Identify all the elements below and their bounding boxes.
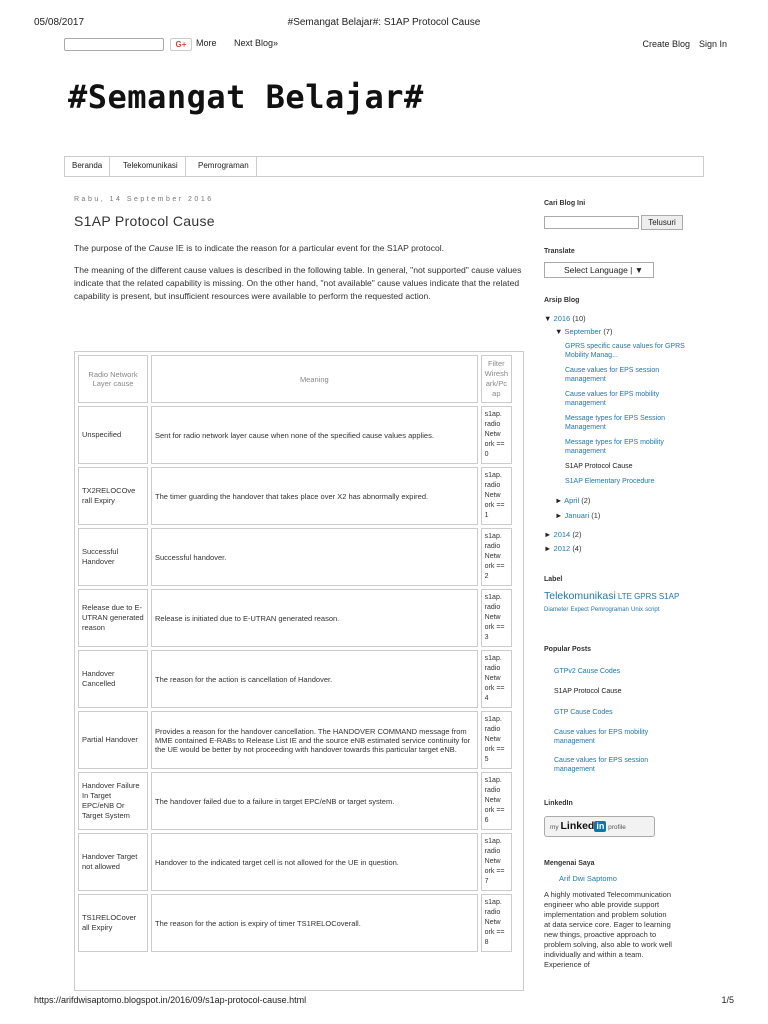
tab-beranda[interactable]: Beranda: [65, 157, 110, 176]
search-button[interactable]: Telusuri: [641, 215, 683, 230]
triangle-down-icon[interactable]: ▼: [555, 327, 563, 336]
archive-count: (4): [572, 544, 582, 553]
label-s1ap[interactable]: S1AP: [658, 592, 680, 601]
cause-cell: Handover Failure In Target EPC/eNB Or Target System: [78, 772, 148, 830]
filter-cell: s1ap. radio Netw ork == 7: [481, 833, 512, 891]
create-blog-link[interactable]: Create Blog: [642, 39, 690, 49]
header-filter: Filter Wiresh ark/Pc ap: [481, 355, 512, 403]
translate-title: Translate: [544, 248, 575, 255]
archive-year-label[interactable]: 2016: [553, 314, 571, 323]
label-cloud: [544, 590, 694, 616]
label-expect[interactable]: Expect: [570, 607, 589, 613]
popular-post-link[interactable]: GTPv2 Cause Codes: [554, 668, 621, 675]
label-title: Label: [544, 576, 563, 583]
archive-year-2012[interactable]: [544, 544, 581, 553]
popular-post-link[interactable]: GTP Cause Codes: [554, 709, 613, 716]
table-row: [78, 711, 512, 769]
table-row: [78, 528, 512, 586]
archive-month-april[interactable]: [555, 496, 590, 505]
archive-post-link[interactable]: Message types for EPS Session Management: [565, 415, 665, 431]
archive-count: (2): [581, 496, 591, 505]
cause-table-grid: [75, 352, 515, 955]
archive-month-label[interactable]: Januari: [564, 511, 590, 520]
popular-post-link[interactable]: Cause values for EPS session management: [554, 757, 649, 773]
label-unix[interactable]: Unix: [630, 607, 643, 613]
post-title[interactable]: S1AP Protocol Cause: [74, 213, 215, 229]
filter-cell: s1ap. radio Netw ork == 6: [481, 772, 512, 830]
cause-cell: Release due to E-UTRAN generated reason: [78, 589, 148, 647]
linkedin-word: Linked: [560, 820, 595, 832]
post-intro: [74, 242, 524, 255]
label-script[interactable]: script: [645, 607, 660, 613]
cause-cell: Handover Cancelled: [78, 650, 148, 708]
blog-title[interactable]: #Semangat Belajar#: [68, 78, 424, 116]
table-row: [78, 650, 512, 708]
table-header-row: [78, 355, 512, 403]
archive-post-link[interactable]: Cause values for EPS session management: [565, 367, 660, 383]
cause-cell: TS1RELOCover all Expiry: [78, 894, 148, 952]
label-telekomunikasi[interactable]: Telekomunikasi: [544, 590, 616, 602]
search-widget-title: Cari Blog Ini: [544, 200, 586, 207]
filter-cell: s1ap. radio Netw ork == 1: [481, 467, 512, 525]
tab-telekomunikasi[interactable]: Telekomunikasi: [116, 157, 186, 176]
filter-cell: s1ap. radio Netw ork == 8: [481, 894, 512, 952]
cause-cell: Handover Target not allowed: [78, 833, 148, 891]
label-pemrograman[interactable]: Pemrograman: [590, 607, 629, 613]
sign-in-link[interactable]: Sign In: [698, 39, 727, 49]
page-number: 1/5: [721, 995, 734, 1005]
post-date: Rabu, 14 September 2016: [74, 196, 214, 203]
navbar-search-input[interactable]: [64, 38, 164, 51]
archive-year-label[interactable]: 2012: [553, 544, 571, 553]
archive-title: Arsip Blog: [544, 297, 580, 304]
archive-month-september[interactable]: [555, 327, 612, 336]
cause-table: [74, 351, 524, 991]
label-diameter[interactable]: Diameter: [544, 607, 569, 613]
table-row: [78, 589, 512, 647]
post-intro-part2: IE is to indicate the reason for a particular event for the S1AP protocol.: [173, 243, 445, 253]
page-tabs: [64, 156, 704, 177]
linkedin-my: my: [550, 824, 559, 831]
archive-year-2014[interactable]: [544, 530, 581, 539]
archive-post-link[interactable]: Cause values for EPS mobility management: [565, 391, 660, 407]
popular-posts-title: Popular Posts: [544, 646, 592, 653]
table-row: [78, 467, 512, 525]
author-name-link[interactable]: Arif Dwi Saptomo: [559, 874, 617, 883]
table-row: [78, 772, 512, 830]
filter-cell: s1ap. radio Netw ork == 3: [481, 589, 512, 647]
meaning-cell: Release is initiated due to E-UTRAN generated reason.: [151, 589, 478, 647]
meaning-cell: The reason for the action is expiry of timer TS1RELOCoverall.: [151, 894, 478, 952]
print-footer: [34, 995, 734, 1009]
meaning-cell: Sent for radio network layer cause when none of the specified cause values applies.: [151, 406, 478, 464]
print-header: [34, 17, 734, 31]
filter-cell: s1ap. radio Netw ork == 2: [481, 528, 512, 586]
cause-cell: Unspecified: [78, 406, 148, 464]
triangle-down-icon[interactable]: ▼: [544, 314, 552, 323]
more-link[interactable]: More: [196, 38, 217, 48]
post-paragraph: The meaning of the different cause values is described in the following table. In general, "not supported" cause values indicate that the related capability is missing. On the other hand, "not available" cause values indicate that the related capability is present, but insufficient resources were available to perform the requested action.: [74, 265, 522, 301]
about-text: A highly motivated Telecommunication engineer who able provide support implementation and problem solution at data service core. Eager to learning new things, proactive approach to problem solving, also able to work well individually and within a team. Experience of: [544, 890, 672, 969]
cause-cell: TX2RELOCOve rall Expiry: [78, 467, 148, 525]
popular-post-link[interactable]: S1AP Protocol Cause: [554, 688, 622, 695]
archive-post-link[interactable]: S1AP Elementary Procedure: [565, 478, 655, 485]
archive-post-current: S1AP Protocol Cause: [565, 463, 633, 470]
filter-cell: s1ap. radio Netw ork == 0: [481, 406, 512, 464]
language-select[interactable]: Select Language | ▼: [544, 262, 654, 278]
table-row: [78, 894, 512, 952]
post: [74, 196, 524, 303]
archive-count: (1): [591, 511, 601, 520]
archive-month-januari[interactable]: [555, 511, 600, 520]
cause-cell: Partial Handover: [78, 711, 148, 769]
archive-post-link[interactable]: GPRS specific cause values for GPRS Mobility Manag...: [565, 343, 685, 359]
table-row: [78, 406, 512, 464]
triangle-right-icon[interactable]: ►: [555, 496, 563, 505]
print-url: https://arifdwisaptomo.blogspot.in/2016/09/s1ap-protocol-cause.html: [34, 995, 307, 1005]
linkedin-profile-badge[interactable]: [544, 816, 655, 837]
label-gprs[interactable]: GPRS: [634, 592, 657, 601]
blogger-navbar: [64, 36, 734, 54]
label-lte[interactable]: LTE: [617, 592, 632, 601]
meaning-cell: Handover to the indicated target cell is not allowed for the UE in question.: [151, 833, 478, 891]
archive-month-label[interactable]: April: [564, 496, 580, 505]
post-intro-cause: Cause: [148, 243, 174, 253]
archive-post-link[interactable]: Message types for EPS mobility management: [565, 439, 664, 455]
archive-count: (7): [603, 327, 613, 336]
print-date: 05/08/2017: [34, 17, 85, 28]
archive-year-label[interactable]: 2014: [553, 530, 571, 539]
meaning-cell: Successful handover.: [151, 528, 478, 586]
triangle-right-icon[interactable]: ►: [544, 544, 552, 553]
archive-count: (2): [572, 530, 582, 539]
meaning-cell: Provides a reason for the handover cancellation. The HANDOVER COMMAND message from MME contained E-RABs to Release List IE and the source eNB estimated service continuity for the UE would be better by not proceeding with handover towards this particular target eNB.: [151, 711, 478, 769]
post-intro-part1: The purpose of the: [74, 243, 149, 253]
popular-post-link[interactable]: Cause values for EPS mobility management: [554, 729, 649, 745]
table-row: [78, 833, 512, 891]
triangle-right-icon[interactable]: ►: [544, 530, 552, 539]
meaning-cell: The timer guarding the handover that takes place over X2 has abnormally expired.: [151, 467, 478, 525]
filter-cell: s1ap. radio Netw ork == 5: [481, 711, 512, 769]
blog-search-input[interactable]: [544, 216, 639, 229]
linkedin-in-icon: in: [596, 821, 605, 831]
gplus-button[interactable]: G+: [170, 38, 192, 51]
meaning-cell: The reason for the action is cancellation of Handover.: [151, 650, 478, 708]
archive-month-label[interactable]: September: [564, 327, 602, 336]
triangle-right-icon[interactable]: ►: [555, 511, 563, 520]
header-meaning: Meaning: [151, 355, 478, 403]
meaning-cell: The handover failed due to a failure in target EPC/eNB or target system.: [151, 772, 478, 830]
next-blog-link[interactable]: Next Blog»: [234, 38, 279, 48]
cause-cell: Successful Handover: [78, 528, 148, 586]
tab-pemrograman[interactable]: Pemrograman: [191, 157, 257, 176]
header-cause: Radio Network Layer cause: [78, 355, 148, 403]
linkedin-title: LinkedIn: [544, 800, 573, 807]
archive-count: (10): [572, 314, 586, 323]
linkedin-profile-text: profile: [608, 824, 626, 831]
about-title: Mengenai Saya: [544, 860, 595, 867]
filter-cell: s1ap. radio Netw ork == 4: [481, 650, 512, 708]
print-title: #Semangat Belajar#: S1AP Protocol Cause: [287, 17, 481, 28]
archive-year-2016[interactable]: [544, 314, 586, 323]
